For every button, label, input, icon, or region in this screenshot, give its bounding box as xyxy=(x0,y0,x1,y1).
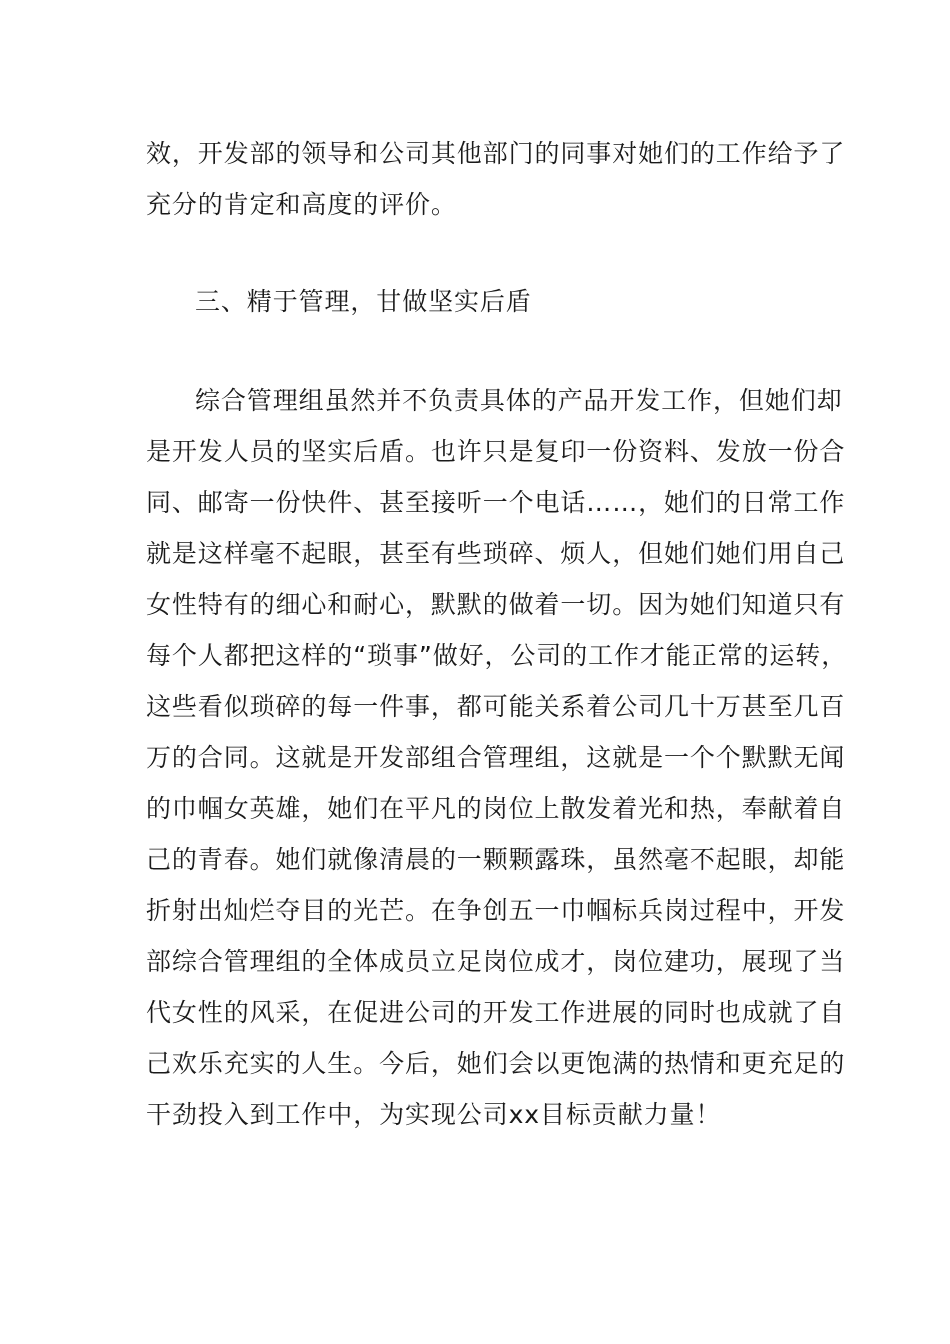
paragraph-line: 女性特有的细心和耐心，默默的做着一切。因为她们知道只有 xyxy=(146,590,846,619)
paragraph-line: 同、邮寄一份快件、甚至接听一个电话……，她们的日常工作 xyxy=(146,488,846,517)
paragraph-line: 代女性的风采，在促进公司的开发工作进展的同时也成就了自 xyxy=(146,998,846,1027)
paragraph-line: 部综合管理组的全体成员立足岗位成才，岗位建功，展现了当 xyxy=(146,947,846,976)
paragraph-line: 己的青春。她们就像清晨的一颗颗露珠，虽然毫不起眼，却能 xyxy=(146,845,846,874)
paragraph-line: 每个人都把这样的“琐事”做好，公司的工作才能正常的运转， xyxy=(146,641,848,670)
section-heading-text: 三、精于管理，甘做坚实后盾 xyxy=(195,287,532,316)
paragraph-continuation xyxy=(146,128,846,230)
paragraph-line: 这些看似琐碎的每一件事，都可能关系着公司几十万甚至几百 xyxy=(146,692,846,721)
paragraph-line: 干劲投入到工作中，为实现公司xx目标贡献力量！ xyxy=(146,1100,722,1129)
paragraph-line: 己欢乐充实的人生。今后，她们会以更饱满的热情和更充足的 xyxy=(146,1049,846,1078)
paragraph-line: 就是这样毫不起眼，甚至有些琐碎、烦人，但她们她们用自己 xyxy=(146,539,846,568)
paragraph-line: 效，开发部的领导和公司其他部门的同事对她们的工作给予了 xyxy=(146,139,846,168)
paragraph-line: 折射出灿烂夺目的光芒。在争创五一巾帼标兵岗过程中，开发 xyxy=(146,896,846,925)
paragraph-line: 充分的肯定和高度的评价。 xyxy=(146,190,457,219)
section-heading xyxy=(146,276,826,327)
paragraph-body xyxy=(146,375,848,1140)
paragraph-line: 综合管理组虽然并不负责具体的产品开发工作，但她们却 xyxy=(195,386,843,415)
paragraph-line: 的巾帼女英雄，她们在平凡的岗位上散发着光和热，奉献着自 xyxy=(146,794,846,823)
paragraph-line: 万的合同。这就是开发部组合管理组，这就是一个个默默无闻 xyxy=(146,743,846,772)
paragraph-line: 是开发人员的坚实后盾。也许只是复印一份资料、发放一份合 xyxy=(146,437,846,466)
